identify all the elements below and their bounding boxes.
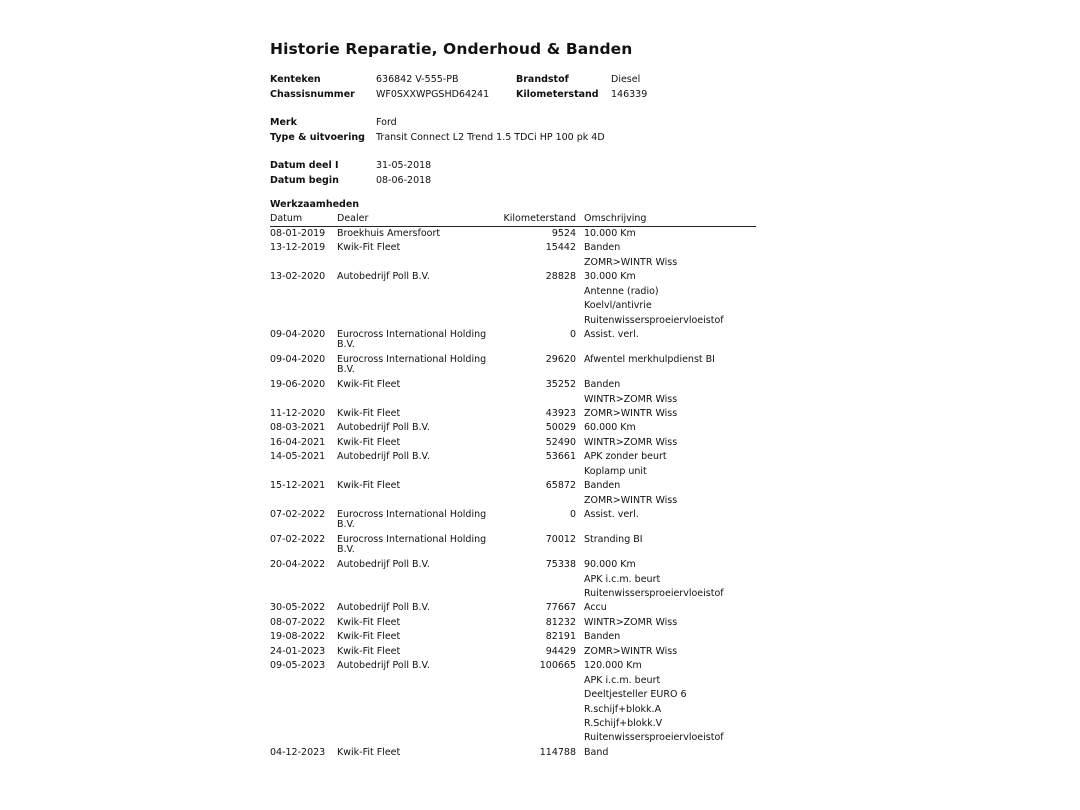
cell-date: 30-05-2022 [270,602,326,614]
cell-kilometerstand: 94429 [545,645,576,657]
cell-dealer: Broekhuis Amersfoort [337,228,441,239]
type-value: Transit Connect L2 Trend 1.5 TDCi HP 100 pk 4D [376,131,605,143]
cell-date: 14-05-2021 [270,451,326,463]
table-header [270,212,756,227]
merk-value: Ford [376,117,397,128]
cell-date: 20-04-2022 [270,559,326,571]
chassisnummer-label: Chassisnummer [270,88,355,100]
table-row [270,616,756,630]
cell-dealer: Kwik-Fit Fleet [337,480,401,492]
meta-row-datum-begin [270,174,760,189]
cell-omschrijving [584,533,756,558]
cell-kilometerstand: 75338 [545,559,576,571]
cell-omschrijving [584,630,756,644]
cell-omschrijving [584,645,756,659]
cell-dealer: Autobedrijf Poll B.V. [337,422,430,434]
cell-date: 08-01-2019 [270,228,326,239]
description-line: Antenne (radio) [584,285,659,297]
merk-label: Merk [270,117,297,128]
table-row [270,241,756,270]
table-row [270,378,756,407]
table-row [270,353,756,378]
cell-kilometerstand: 114788 [539,746,576,758]
header-kilometerstand: Kilometerstand [503,213,576,224]
cell-kilometerstand: 50029 [545,422,576,434]
meta-row-type [270,131,760,146]
table-row [270,558,756,601]
description-line: Banden [584,480,621,492]
table-row [270,479,756,508]
meta-row-merk [270,116,760,131]
meta-row-datum-deel [270,159,760,174]
description-line: Afwentel merkhulpdienst BI [584,354,715,366]
cell-dealer: Eurocross International Holding B.V. [337,354,487,376]
cell-kilometerstand: 9524 [551,228,576,239]
cell-dealer: Autobedrijf Poll B.V. [337,660,430,672]
meta-row-chassis [270,88,760,103]
table-row [270,601,756,615]
cell-dealer: Kwik-Fit Fleet [337,242,401,254]
cell-dealer: Kwik-Fit Fleet [337,616,401,628]
description-line: R.Schijf+blokk.V [584,717,663,729]
description-line: APK zonder beurt [584,451,667,463]
description-line: WINTR>ZOMR Wiss [584,616,678,628]
header-omschrijving: Omschrijving [584,213,647,224]
cell-date: 16-04-2021 [270,436,326,448]
cell-omschrijving [584,558,756,601]
header-datum: Datum [270,213,303,224]
cell-dealer: Kwik-Fit Fleet [337,407,401,419]
description-line: Ruitenwissersproeiervloeistof [584,732,724,744]
cell-kilometerstand: 29620 [545,354,576,366]
description-line: R.schijf+blokk.A [584,703,662,715]
cell-kilometerstand: 35252 [545,379,576,391]
cell-kilometerstand: 0 [569,509,576,521]
kilometerstand-value: 146339 [611,88,648,100]
cell-omschrijving [584,479,756,508]
kilometerstand-label: Kilometerstand [516,88,599,100]
datum-deel-value: 31-05-2018 [376,160,432,171]
description-line: WINTR>ZOMR Wiss [584,393,678,405]
cell-omschrijving [584,746,756,760]
cell-kilometerstand: 43923 [545,407,576,419]
description-line: Assist. verl. [584,329,639,341]
table-row [270,659,756,746]
cell-kilometerstand: 65872 [545,480,576,492]
cell-dealer: Autobedrijf Poll B.V. [337,602,430,614]
cell-omschrijving [584,270,756,328]
cell-dealer: Kwik-Fit Fleet [337,379,401,391]
cell-dealer: Autobedrijf Poll B.V. [337,559,430,571]
description-line: APK i.c.m. beurt [584,674,661,686]
cell-date: 13-12-2019 [270,242,326,254]
table-row [270,746,756,760]
cell-date: 09-04-2020 [270,329,326,341]
description-line: Deeltjesteller EURO 6 [584,689,687,701]
cell-omschrijving [584,328,756,353]
description-line: ZOMR>WINTR Wiss [584,256,678,268]
vehicle-info [270,73,760,188]
cell-date: 19-08-2022 [270,631,326,643]
cell-omschrijving [584,616,756,630]
cell-omschrijving [584,659,756,746]
cell-date: 04-12-2023 [270,746,326,758]
cell-kilometerstand: 82191 [545,631,576,643]
section-title-werkzaamheden: Werkzaamheden [270,199,360,210]
cell-kilometerstand: 77667 [545,602,576,614]
cell-dealer: Autobedrijf Poll B.V. [337,271,430,283]
cell-kilometerstand: 52490 [545,436,576,448]
cell-date: 07-02-2022 [270,534,326,546]
cell-omschrijving [584,227,756,241]
brandstof-value: Diesel [611,74,641,85]
meta-row-kenteken [270,73,760,88]
description-line: 90.000 Km [584,559,636,571]
cell-dealer: Kwik-Fit Fleet [337,746,401,758]
cell-kilometerstand: 15442 [545,242,576,254]
type-label: Type & uitvoering [270,131,365,143]
cell-date: 24-01-2023 [270,645,326,657]
cell-date: 11-12-2020 [270,407,326,419]
description-line: Accu [584,602,607,614]
cell-date: 13-02-2020 [270,271,326,283]
table-row [270,630,756,644]
datum-begin-label: Datum begin [270,174,339,186]
cell-date: 09-04-2020 [270,354,326,366]
description-line: Banden [584,379,621,391]
description-line: 60.000 Km [584,422,636,434]
table-row [270,645,756,659]
description-line: ZOMR>WINTR Wiss [584,645,678,657]
cell-kilometerstand: 53661 [545,451,576,463]
cell-omschrijving [584,353,756,378]
cell-kilometerstand: 28828 [545,271,576,283]
table-row [270,421,756,435]
chassisnummer-value: WF0SXXWPGSHD64241 [376,88,490,100]
description-line: Band [584,746,609,758]
description-line: Ruitenwissersproeiervloeistof [584,587,724,599]
description-line: Stranding BI [584,534,643,546]
cell-dealer: Eurocross International Holding B.V. [337,329,487,351]
description-line: WINTR>ZOMR Wiss [584,436,678,448]
description-line: Banden [584,242,621,254]
cell-dealer: Eurocross International Holding B.V. [337,534,487,556]
description-line: Assist. verl. [584,509,639,521]
cell-dealer: Autobedrijf Poll B.V. [337,451,430,463]
cell-kilometerstand: 70012 [545,534,576,546]
cell-dealer: Kwik-Fit Fleet [337,645,401,657]
table-row [270,328,756,353]
cell-dealer: Kwik-Fit Fleet [337,436,401,448]
cell-kilometerstand: 0 [569,329,576,341]
cell-omschrijving [584,436,756,450]
description-line: Koplamp unit [584,465,647,477]
cell-omschrijving [584,450,756,479]
table-body [270,227,760,760]
brandstof-label: Brandstof [516,74,569,85]
kenteken-value: 636842 V-555-PB [376,74,459,85]
cell-dealer: Eurocross International Holding B.V. [337,509,487,531]
description-line: ZOMR>WINTR Wiss [584,494,678,506]
cell-omschrijving [584,241,756,270]
description-line: Banden [584,631,621,643]
cell-omschrijving [584,601,756,615]
cell-kilometerstand: 100665 [539,660,576,672]
kenteken-label: Kenteken [270,74,321,85]
cell-date: 08-07-2022 [270,616,326,628]
document-page [270,40,760,760]
description-line: APK i.c.m. beurt [584,573,661,585]
description-line: 10.000 Km [584,228,636,239]
table-row [270,436,756,450]
description-line: ZOMR>WINTR Wiss [584,407,678,419]
cell-omschrijving [584,407,756,421]
datum-deel-label: Datum deel I [270,160,339,171]
cell-date: 19-06-2020 [270,379,326,391]
cell-omschrijving [584,421,756,435]
description-line: Koelvl/antivrie [584,300,652,312]
cell-omschrijving [584,378,756,407]
description-line: Ruitenwissersproeiervloeistof [584,314,724,326]
table-row [270,407,756,421]
table-row [270,533,756,558]
cell-kilometerstand: 81232 [545,616,576,628]
cell-date: 07-02-2022 [270,509,326,521]
header-dealer: Dealer [337,213,369,224]
work-table [270,212,760,760]
datum-begin-value: 08-06-2018 [376,174,432,186]
description-line: 30.000 Km [584,271,636,283]
cell-omschrijving [584,508,756,533]
table-row [270,508,756,533]
table-row [270,270,756,328]
cell-date: 15-12-2021 [270,480,326,492]
page-title: Historie Reparatie, Onderhoud & Banden [270,40,633,58]
description-line: 120.000 Km [584,660,642,672]
cell-date: 08-03-2021 [270,422,326,434]
cell-date: 09-05-2023 [270,660,326,672]
cell-dealer: Kwik-Fit Fleet [337,631,401,643]
table-row [270,450,756,479]
table-row [270,227,756,241]
